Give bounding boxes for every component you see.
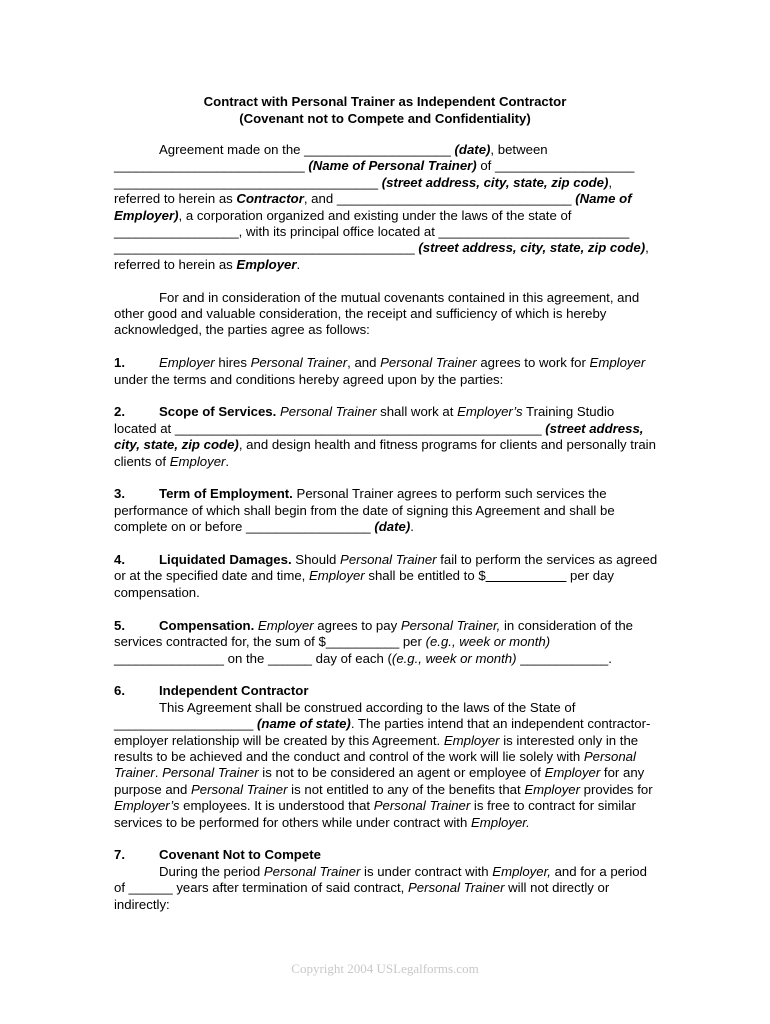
employer-term: Employer <box>236 256 297 272</box>
intro-text: , between <box>490 142 548 157</box>
section-text: per day compensation. <box>114 568 615 600</box>
section-2 <box>114 404 659 470</box>
section-text: This Agreement shall be construed according to the laws of the State of ___________________ <box>114 699 576 732</box>
section-text: under the terms and conditions hereby agreed upon by the parties: <box>114 371 504 387</box>
employer-term: Employer. <box>470 814 530 830</box>
employer-term: Employer <box>524 781 581 797</box>
intro-text: of ___________________ <box>476 158 635 174</box>
trainer-term: Personal Trainer <box>279 404 377 420</box>
intro-text: , <box>608 174 613 190</box>
document-title <box>0 93 770 127</box>
intro-text: __________________________ <box>114 158 309 174</box>
section-text: will not directly or indirectly: <box>114 880 610 912</box>
intro-line <box>114 240 659 256</box>
copyright-footer: Copyright 2004 USLegalforms.com <box>291 961 479 976</box>
section-number: 7. <box>114 847 125 863</box>
section-text: fail to perform the services as agreed or at the specified date and time, <box>114 552 658 584</box>
trainer-term: Personal Trainer <box>114 748 636 781</box>
section-heading: Independent Contractor <box>159 683 309 699</box>
employer-term: Employer <box>257 617 314 633</box>
section-text: provides for <box>580 781 653 797</box>
document-body <box>114 142 659 913</box>
intro-line <box>114 175 659 191</box>
employer-term: Employer <box>443 732 500 748</box>
trainer-term: Personal Trainer <box>380 355 477 371</box>
section-6-body <box>114 700 659 831</box>
employer-term: Employer, <box>492 863 551 879</box>
trainer-term: Personal Trainer <box>340 552 437 568</box>
section-4 <box>114 552 659 601</box>
employer-term: Employer <box>169 453 226 469</box>
state-label: (name of state) <box>257 716 351 732</box>
employer-term: Employer’s <box>457 404 523 420</box>
section-3 <box>114 486 659 535</box>
intro-line <box>114 191 659 224</box>
section-text: . <box>410 519 414 535</box>
address-label: (street address, city, state, zip code) <box>381 174 609 190</box>
employer-term: Employer’s <box>114 798 180 814</box>
employer-term: Employer <box>589 355 646 371</box>
section-text: is under contract with <box>360 863 493 879</box>
intro-text: referred to herein as <box>114 191 237 207</box>
section-7-heading <box>114 847 659 863</box>
trainer-term: Personal Trainer, <box>400 617 501 633</box>
intro-text: . <box>296 256 301 272</box>
intro-text: , and ________________________________ <box>303 191 576 207</box>
title-line-1: Contract with Personal Trainer as Independent Contractor <box>203 94 567 109</box>
amount-blank: ___________ <box>485 568 567 584</box>
trainer-term: Personal Trainer <box>263 863 361 879</box>
section-number: 2. <box>114 404 125 420</box>
intro-text: _________________, with its principal office located at __________________________ <box>114 224 630 240</box>
employer-name-label: (Name of Employer) <box>114 191 632 223</box>
trainer-name-label: (Name of Personal Trainer) <box>308 158 477 174</box>
intro-text: _________________________________________ <box>114 240 419 256</box>
date-label: (date) <box>454 142 491 157</box>
trainer-term: Personal Trainer <box>162 765 259 781</box>
trainer-term: Personal Trainer <box>373 798 471 814</box>
intro-text: referred to herein as <box>114 256 237 272</box>
section-text: shall be entitled to $ <box>364 568 486 584</box>
section-text: for any purpose and <box>114 765 645 797</box>
section-text: is free to contract for similar services to be performed for others while under contract with <box>114 798 636 830</box>
section-text: Training Studio located at __________________________________________________ <box>114 404 615 436</box>
contractor-term: Contractor <box>236 191 304 207</box>
intro-line <box>114 158 659 174</box>
section-text: agrees to pay <box>313 617 401 633</box>
section-text: During the period <box>159 863 264 879</box>
section-heading: Scope of Services. <box>159 404 277 420</box>
section-text: is interested only in the results to be achieved and the conduct and control of the work will lie solely with <box>114 732 639 764</box>
employer-term: Employer <box>309 568 365 584</box>
intro-line <box>114 257 659 273</box>
date-label: (date) <box>374 519 411 535</box>
section-text: , and design health and fitness programs for clients and personally train clients of <box>114 437 656 469</box>
section-number: 4. <box>114 552 125 568</box>
section-number: 1. <box>114 355 125 371</box>
section-text: . <box>154 765 163 781</box>
section-1 <box>114 355 659 388</box>
trainer-term: Personal Trainer <box>407 880 505 896</box>
consideration-paragraph: For and in consideration of the mutual covenants contained in this agreement, and other good and valuable consideration, the receipt and sufficiency of which is hereby acknowledged, the parties agree as follows: <box>114 289 640 338</box>
section-heading: Liquidated Damages. <box>159 552 292 568</box>
period-example: (e.g., week or month) <box>391 650 517 666</box>
section-text: . <box>225 453 230 469</box>
section-heading: Term of Employment. <box>159 486 293 502</box>
section-text: is not to be considered an agent or employee of <box>258 765 545 781</box>
section-text: , and <box>347 355 381 371</box>
section-text: and for a period of ______ years after termination of said contract, <box>114 863 647 896</box>
section-5 <box>114 618 659 667</box>
trainer-term: Personal Trainer <box>191 781 288 797</box>
section-text: is not entitled to any of the benefits that <box>287 781 525 797</box>
section-text: in consideration of the services contracted for, the sum of $__________ per <box>114 617 634 650</box>
intro-text: Agreement made on the ____________________ <box>159 142 455 157</box>
section-text: ____________. <box>516 650 612 666</box>
section-heading: Covenant Not to Compete <box>159 847 321 863</box>
title-line-2: (Covenant not to Compete and Confidentiality) <box>239 111 531 126</box>
period-example: (e.g., week or month) <box>425 634 551 650</box>
section-text: Should <box>291 552 341 568</box>
intro-text: , a corporation organized and existing under the laws of the state of <box>178 207 572 223</box>
address-label: (street address, city, state, zip code) <box>418 240 646 256</box>
section-number: 6. <box>114 683 125 699</box>
section-text: Personal Trainer agrees to perform such services the performance of which shall begin from the date of signing this Agreement and shall be complete on or before _________________ <box>114 486 615 535</box>
section-number: 3. <box>114 486 125 502</box>
section-text: agrees to work for <box>476 355 590 371</box>
intro-line <box>114 224 659 240</box>
section-heading: Compensation. <box>159 617 255 633</box>
section-text: . The parties intend that an independent contractor-employer relationship will be created by this Agreement. <box>114 716 651 748</box>
section-6-heading <box>114 683 659 699</box>
intro-text: , <box>645 240 649 256</box>
section-text: _______________ on the ______ day of each ( <box>114 650 392 666</box>
address-label: (street address, city, state, zip code) <box>114 420 644 453</box>
section-text: hires <box>214 355 251 371</box>
section-text: shall work at <box>376 404 458 420</box>
intro-text: ____________________________________ <box>114 174 382 190</box>
employer-term: Employer <box>544 765 601 781</box>
employer-term: Employer <box>159 355 215 371</box>
trainer-term: Personal Trainer <box>250 355 348 371</box>
intro-paragraph <box>114 142 659 158</box>
section-text: employees. It is understood that <box>179 798 374 814</box>
section-7-body <box>114 864 659 913</box>
section-number: 5. <box>114 617 125 633</box>
